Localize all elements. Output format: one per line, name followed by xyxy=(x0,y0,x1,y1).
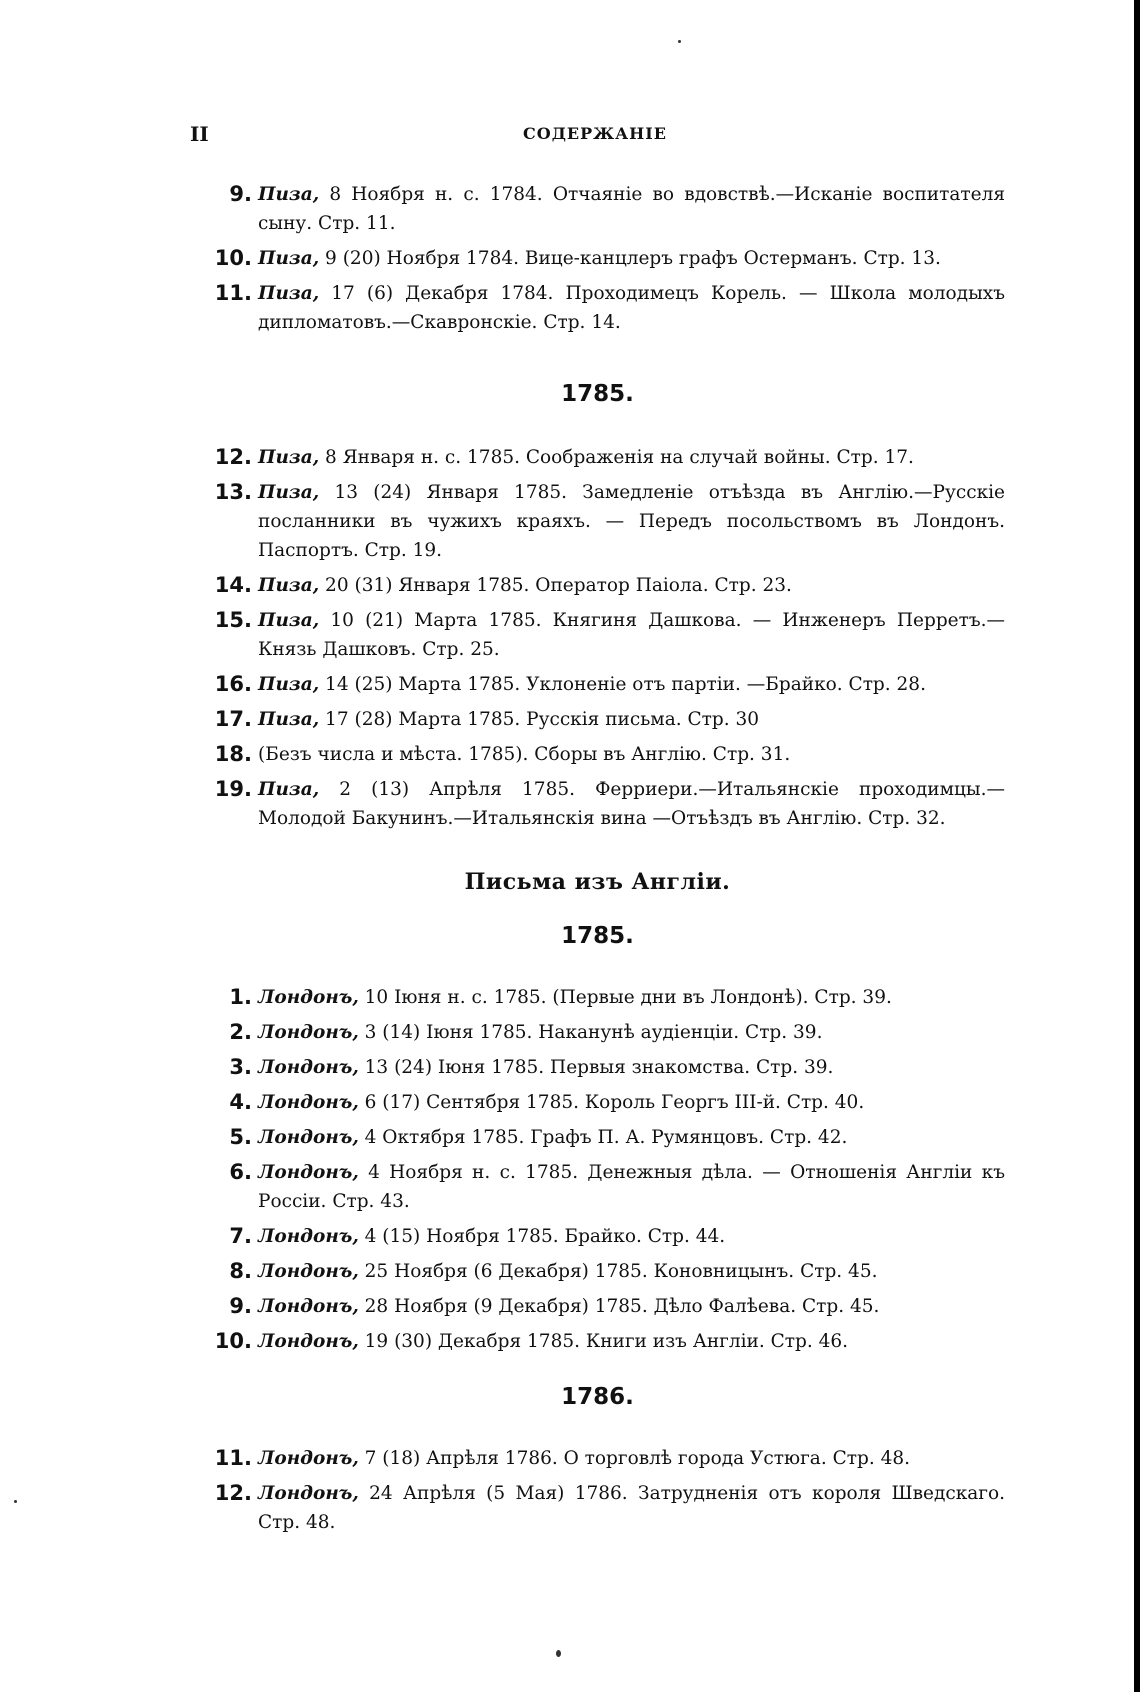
entry-number: 18. xyxy=(214,742,252,766)
toc-entry xyxy=(190,1018,1005,1047)
year-heading: 1786. xyxy=(561,1384,634,1410)
toc-entry xyxy=(190,705,1005,734)
entry-number: 14. xyxy=(214,573,252,597)
entry-place: Лондонъ, xyxy=(258,1448,359,1469)
entry-place: Лондонъ, xyxy=(258,1331,359,1352)
entry-number: 1. xyxy=(229,985,252,1009)
entry-number: 8. xyxy=(229,1259,252,1283)
entry-number: 16. xyxy=(214,672,252,696)
entry-place: Лондонъ, xyxy=(258,1296,359,1317)
year-heading: 1785. xyxy=(561,381,634,407)
toc-entry xyxy=(190,606,1005,664)
entry-text: 28 Ноября (9 Декабря) 1785. Дѣло Фалѣева. Стр. 45. xyxy=(358,1296,880,1317)
entry-text: 9 (20) Ноября 1784. Вице-канцлеръ графъ Остерманъ. Стр. 13. xyxy=(319,248,941,269)
page-edge-shadow xyxy=(1134,0,1140,1692)
entry-text: 25 Ноября (6 Декабря) 1785. Коновницынъ. Стр. 45. xyxy=(358,1261,878,1282)
entry-number: 9. xyxy=(229,182,252,206)
entry-number: 12. xyxy=(214,445,252,469)
toc-entry xyxy=(190,1479,1005,1537)
entry-text: 2 (13) Апрѣля 1785. Ферриери.—Итальянскiе проходимцы.—Молодой Бакунинъ.—Итальянскiя вина —Отъѣздъ въ Англiю. Стр. 32. xyxy=(258,779,1005,829)
entry-place: Лондонъ, xyxy=(258,1022,359,1043)
letters-from-england-section xyxy=(190,869,1005,1537)
entry-place: Пиза, xyxy=(258,248,320,269)
toc-entry xyxy=(190,1123,1005,1152)
toc-entry xyxy=(190,443,1005,472)
entry-text: 7 (18) Апрѣля 1786. О торговлѣ города Устюга. Стр. 48. xyxy=(358,1448,911,1469)
entry-text: 24 Апрѣля (5 Мая) 1786. Затрудненiя отъ короля Шведскаго. Стр. 48. xyxy=(258,1483,1005,1533)
entries-group-london-1785 xyxy=(190,983,1005,1356)
entry-number: 2. xyxy=(229,1020,252,1044)
entry-place: Пиза, xyxy=(258,674,320,695)
entry-text: 3 (14) Iюня 1785. Наканунѣ аудiенцiи. Стр. 39. xyxy=(358,1022,823,1043)
entry-place: Лондонъ, xyxy=(258,1483,359,1504)
entry-text: 17 (28) Марта 1785. Русскiя письма. Стр. 30 xyxy=(319,709,760,730)
section-title: Письма изъ Англiи. xyxy=(464,869,731,895)
entry-text: 4 Ноября н. с. 1785. Денежныя дѣла. — Отношенiя Англiи къ Россiи. Стр. 43. xyxy=(258,1162,1005,1212)
toc-entry xyxy=(190,279,1005,337)
speck-mark xyxy=(556,1650,561,1657)
toc-entry xyxy=(190,1053,1005,1082)
entry-number: 12. xyxy=(214,1481,252,1505)
entry-number: 19. xyxy=(214,777,252,801)
toc-entry xyxy=(190,1327,1005,1356)
entry-text: 13 (24) Января 1785. Замедленiе отъѣзда въ Англiю.—Русскiе посланники въ чужихъ краяхъ. — Передъ посольствомъ въ Лондонъ. Паспортъ. Стр. 19. xyxy=(258,482,1005,561)
entry-text: 14 (25) Марта 1785. Уклоненiе отъ партiи. —Брайко. Стр. 28. xyxy=(319,674,926,695)
toc-entry xyxy=(190,1257,1005,1286)
entry-text: 10 Iюня н. с. 1785. (Первые дни въ Лондонѣ). Стр. 39. xyxy=(358,987,892,1008)
entry-place: Лондонъ, xyxy=(258,1162,359,1183)
entry-text: 17 (6) Декабря 1784. Проходимецъ Корель. — Школа молодыхъ дипломатовъ.—Скавронскiе. Стр. 14. xyxy=(258,283,1005,333)
page-number: II xyxy=(190,122,209,146)
entry-text: 8 Января н. с. 1785. Соображенiя на случай войны. Стр. 17. xyxy=(319,447,914,468)
entry-place: Лондонъ, xyxy=(258,1057,359,1078)
entry-number: 10. xyxy=(214,246,252,270)
entries-group-1785 xyxy=(190,443,1005,833)
entry-place: Лондонъ, xyxy=(258,1092,359,1113)
entry-number: 9. xyxy=(229,1294,252,1318)
entry-place: Лондонъ, xyxy=(258,987,359,1008)
entry-number: 5. xyxy=(229,1125,252,1149)
toc-entry xyxy=(190,1444,1005,1473)
toc-entry xyxy=(190,670,1005,699)
entry-text: 4 (15) Ноября 1785. Брайко. Стр. 44. xyxy=(358,1226,726,1247)
running-title: СОДЕРЖАНIЕ xyxy=(523,124,667,143)
entry-place: Пиза, xyxy=(258,447,320,468)
entry-number: 13. xyxy=(214,480,252,504)
entry-text: 19 (30) Декабря 1785. Книги изъ Англiи. Стр. 46. xyxy=(358,1331,849,1352)
entry-text: 6 (17) Сентября 1785. Король Георгъ III-й. Стр. 40. xyxy=(358,1092,865,1113)
year-heading: 1785. xyxy=(561,923,634,949)
toc-entry xyxy=(190,1088,1005,1117)
speck-mark xyxy=(14,1500,17,1503)
toc-entry xyxy=(190,180,1005,238)
entry-number: 15. xyxy=(214,608,252,632)
entry-text: 4 Октября 1785. Графъ П. А. Румянцовъ. Стр. 42. xyxy=(358,1127,848,1148)
table-of-contents xyxy=(190,180,1005,1543)
entry-text: 20 (31) Января 1785. Оператор Паiола. Стр. 23. xyxy=(319,575,792,596)
speck-mark xyxy=(678,40,681,43)
entry-place: Лондонъ, xyxy=(258,1226,359,1247)
entry-text: (Безъ числа и мѣста. 1785). Сборы въ Англiю. Стр. 31. xyxy=(258,744,791,765)
entry-number: 11. xyxy=(214,1446,252,1470)
entries-group-1784 xyxy=(190,180,1005,337)
entry-number: 4. xyxy=(229,1090,252,1114)
toc-entry xyxy=(190,244,1005,273)
entry-place: Пиза, xyxy=(258,283,320,304)
entry-number: 11. xyxy=(214,281,252,305)
toc-entry xyxy=(190,983,1005,1012)
entries-group-london-1786 xyxy=(190,1444,1005,1537)
toc-entry xyxy=(190,775,1005,833)
toc-entry xyxy=(190,478,1005,565)
entry-number: 3. xyxy=(229,1055,252,1079)
toc-entry xyxy=(190,571,1005,600)
entry-text: 13 (24) Iюня 1785. Первыя знакомства. Стр. 39. xyxy=(358,1057,834,1078)
entry-number: 7. xyxy=(229,1224,252,1248)
toc-entry xyxy=(190,1292,1005,1321)
toc-entry xyxy=(190,1222,1005,1251)
toc-entry xyxy=(190,1158,1005,1216)
entry-place: Пиза, xyxy=(258,575,320,596)
entry-place: Пиза, xyxy=(258,779,320,800)
entry-place: Пиза, xyxy=(258,709,320,730)
entry-text: 10 (21) Марта 1785. Княгиня Дашкова. — Инженеръ Перретъ.—Князь Дашковъ. Стр. 25. xyxy=(258,610,1005,660)
toc-entry xyxy=(190,740,1005,769)
entry-number: 17. xyxy=(214,707,252,731)
entry-place: Пиза, xyxy=(258,610,320,631)
entry-place: Пиза, xyxy=(258,184,320,205)
page-header xyxy=(190,122,1000,152)
entry-place: Лондонъ, xyxy=(258,1127,359,1148)
entry-text: 8 Ноября н. с. 1784. Отчаянiе во вдовствѣ.—Исканiе воспитателя сыну. Стр. 11. xyxy=(258,184,1005,234)
entry-number: 6. xyxy=(229,1160,252,1184)
entry-number: 10. xyxy=(214,1329,252,1353)
entry-place: Пиза, xyxy=(258,482,320,503)
entry-place: Лондонъ, xyxy=(258,1261,359,1282)
